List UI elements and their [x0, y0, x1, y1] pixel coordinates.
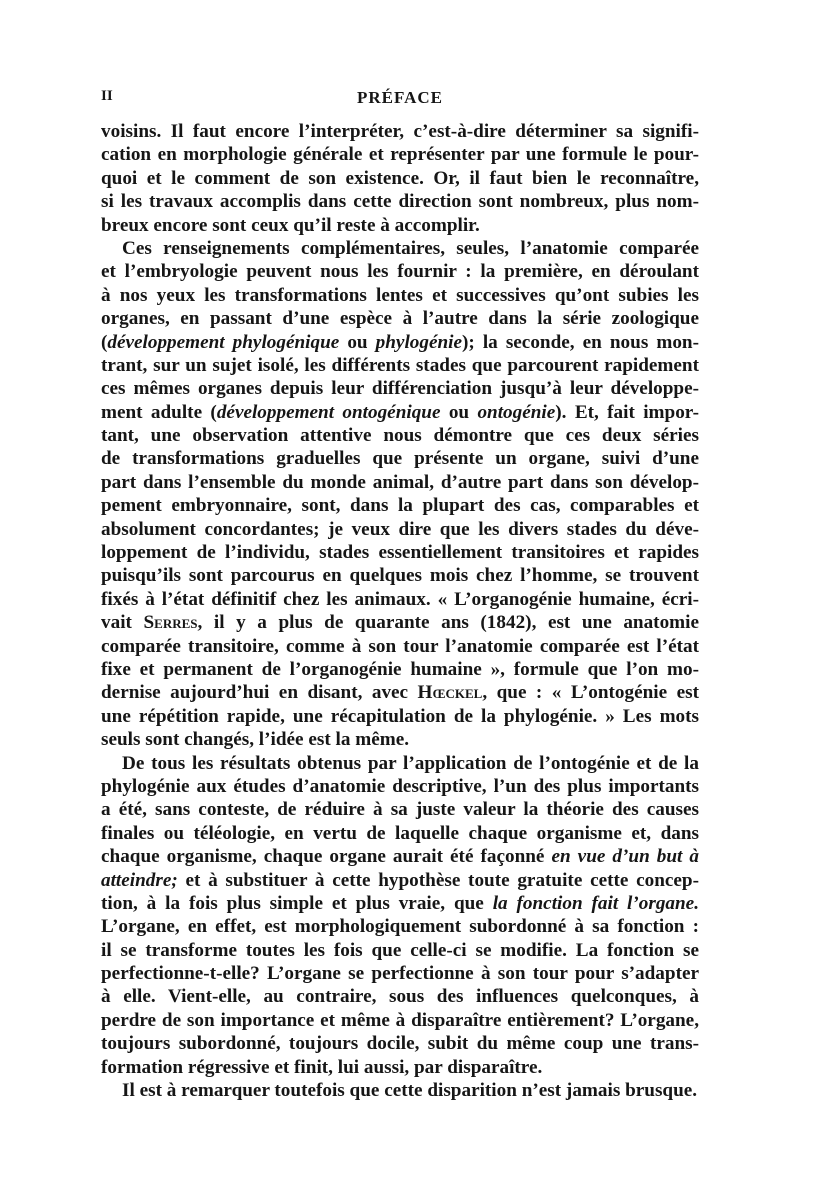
text-line [101, 962, 699, 985]
text-line [101, 167, 699, 190]
text-span: toujours subordonné, toujours docile, subit du même coup une trans- [101, 1033, 699, 1055]
text-span: loppement de l’individu, stades essentiellement transitoires et rapides [101, 542, 699, 564]
text-line [101, 588, 699, 611]
text-span: quoi et le comment de son existence. Or, il faut bien le reconnaître, [101, 167, 699, 189]
text-span: à nos yeux les transformations lentes et successives qu’ont subies les [101, 284, 699, 306]
text-line [101, 728, 699, 751]
text-line [101, 214, 699, 237]
text-span: perdre de son importance et même à disparaître entièrement? L’organe, [101, 1009, 699, 1031]
italic-text: développement phylogénique [107, 331, 340, 353]
text-line [101, 237, 699, 260]
text-line [101, 377, 699, 400]
text-span: fixés à l’état définitif chez les animaux. « L’organogénie humaine, écri- [101, 588, 699, 610]
text-line [101, 1009, 699, 1032]
text-span: absolument concordantes; je veux dire que les divers stades du déve- [101, 518, 699, 540]
italic-text: la fonction fait l’organe. [492, 892, 699, 914]
text-span: part dans l’ensemble du monde animal, d’autre part dans son dévelop- [101, 471, 699, 493]
text-line [101, 447, 699, 470]
text-line [101, 658, 699, 681]
text-span: vait [101, 612, 144, 634]
text-line [101, 471, 699, 494]
text-span: et l’embryologie peuvent nous les fournir : la première, en déroulant [101, 261, 699, 283]
text-line [101, 260, 699, 283]
text-line [101, 401, 699, 424]
text-line [101, 635, 699, 658]
text-span: perfectionne-t-elle? L’organe se perfectionne à son tour pour s’adapter [101, 963, 699, 985]
text-line [101, 190, 699, 213]
text-span: de transformations graduelles que présente un organe, suivi d’une [101, 448, 699, 470]
text-line [101, 1056, 699, 1079]
text-line [101, 564, 699, 587]
text-span: une répétition rapide, une récapitulation de la phylogénie. » Les mots [101, 705, 699, 727]
text-span: ces mêmes organes depuis leur différenciation jusqu’à leur développe- [101, 378, 699, 400]
text-span: il se transforme toutes les fois que celle-ci se modifie. La fonction se [101, 939, 699, 961]
text-line [101, 541, 699, 564]
text-line [101, 307, 699, 330]
text-span: puisqu’ils sont parcourus en quelques mois chez l’homme, se trouvent [101, 565, 699, 587]
text-span: ); la seconde, en nous mon- [462, 331, 699, 353]
text-line [101, 424, 699, 447]
text-span: seuls sont changés, l’idée est la même. [101, 729, 410, 751]
text-span: Il est à remarquer toutefois que cette disparition n’est jamais brusque. [122, 1080, 698, 1102]
text-span: à elle. Vient-elle, au contraire, sous des influences quelconques, à [101, 986, 699, 1008]
text-span: De tous les résultats obtenus par l’application de l’ontogénie et de la [122, 752, 699, 774]
text-span: L’organe, en effet, est morphologiquement subordonné à sa fonction : [101, 916, 699, 938]
text-span: ou [440, 401, 478, 423]
text-line [101, 915, 699, 938]
text-line [101, 284, 699, 307]
text-line [101, 518, 699, 541]
text-line [101, 822, 699, 845]
text-line [101, 331, 699, 354]
text-line [101, 120, 699, 143]
text-line [101, 143, 699, 166]
text-line [101, 1079, 699, 1102]
text-span: , que : « L’ontogénie est [482, 682, 699, 704]
body-text [101, 120, 699, 1102]
italic-text: atteindre; [101, 869, 178, 891]
text-span: ( [101, 331, 108, 353]
text-line [101, 775, 699, 798]
text-line [101, 752, 699, 775]
text-span: ment adulte ( [101, 401, 217, 423]
text-span: dernise aujourd’hui en disant, avec [101, 682, 418, 704]
text-span: comparée transitoire, comme à son tour l’anatomie comparée est l’état [101, 635, 699, 657]
text-line [101, 354, 699, 377]
text-line [101, 681, 699, 704]
text-span: ). Et, fait impor- [555, 401, 699, 423]
text-span: et à substituer à cette hypothèse toute gratuite cette concep- [177, 869, 699, 891]
italic-text: en vue d’un but à [551, 846, 699, 868]
text-span: tant, une observation attentive nous démontre que ces deux séries [101, 425, 699, 447]
text-line [101, 939, 699, 962]
running-head [101, 88, 699, 112]
text-span: trant, sur un sujet isolé, les différents stades que parcourent rapidement [101, 354, 699, 376]
text-span: pement embryonnaire, sont, dans la plupart des cas, comparables et [101, 495, 699, 517]
italic-text: ontogénie [477, 401, 556, 423]
text-span: , il y a plus de quarante ans (1842), est une anatomie [197, 612, 699, 634]
running-title: PRÉFACE [356, 88, 443, 107]
text-line [101, 1032, 699, 1055]
text-span: breux encore sont ceux qu’il reste à accomplir. [101, 214, 480, 236]
text-line [101, 611, 699, 634]
text-span: si les travaux accomplis dans cette direction sont nombreux, plus nom- [101, 191, 699, 213]
text-span: Ces renseignements complémentaires, seules, l’anatomie comparée [122, 237, 699, 259]
text-line [101, 985, 699, 1008]
text-span: fixe et permanent de l’organogénie humaine », formule que l’on mo- [101, 658, 699, 680]
text-line [101, 892, 699, 915]
italic-text: développement ontogénique [216, 401, 441, 423]
text-span: ou [339, 331, 376, 353]
text-line [101, 869, 699, 892]
text-line [101, 798, 699, 821]
text-line [101, 845, 699, 868]
text-line [101, 705, 699, 728]
text-span: formation régressive et finit, lui aussi, par disparaître. [101, 1056, 543, 1078]
text-span: chaque organisme, chaque organe aurait été façonné [101, 846, 552, 868]
author-name: Hœckel [417, 682, 483, 704]
text-span: a été, sans conteste, de réduire à sa juste valeur la théorie des causes [101, 799, 699, 821]
italic-text: phylogénie [375, 331, 462, 353]
text-span: phylogénie aux études d’anatomie descriptive, l’un des plus importants [101, 775, 699, 797]
page-number: II [101, 88, 113, 104]
text-span: cation en morphologie générale et représenter par une formule le pour- [101, 144, 699, 166]
text-line [101, 494, 699, 517]
text-span: organes, en passant d’une espèce à l’autre dans la série zoologique [101, 308, 699, 330]
author-name: Serres [143, 612, 198, 634]
text-span: tion, à la fois plus simple et plus vraie, que [101, 892, 493, 914]
text-span: finales ou téléologie, en vertu de laquelle chaque organisme et, dans [101, 822, 699, 844]
text-span: voisins. Il faut encore l’interpréter, c’est-à-dire déterminer sa signifi- [101, 121, 699, 142]
